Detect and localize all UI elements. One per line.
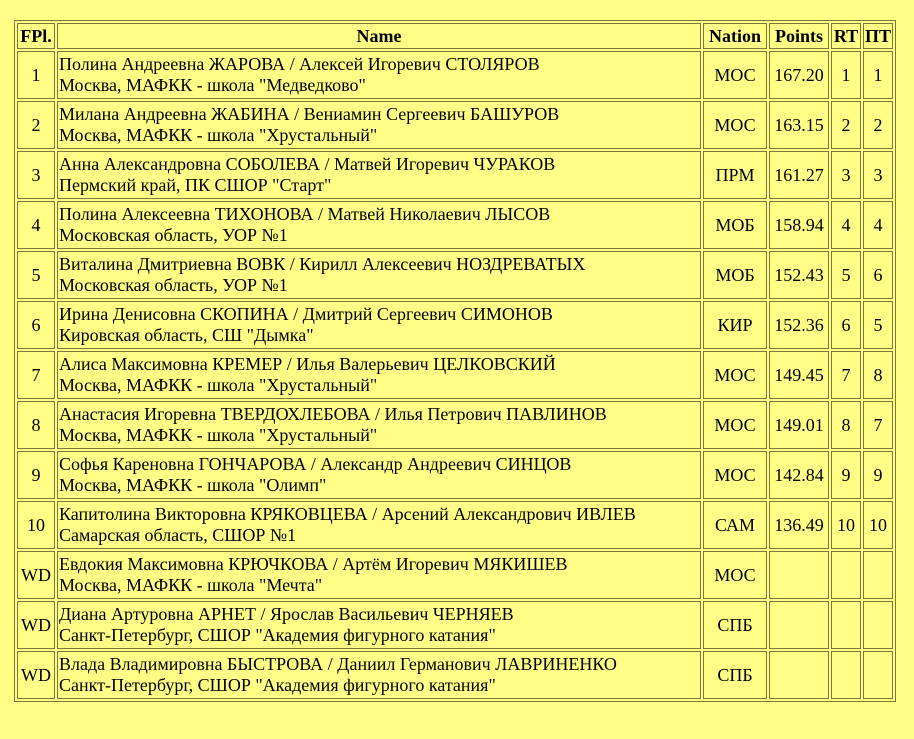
header-name: Name [57,23,701,49]
pt-cell: 4 [863,201,893,249]
pt-cell: 2 [863,101,893,149]
header-points: Points [769,23,829,49]
nation-cell: СПБ [703,601,767,649]
club-name: Москва, МАФКК - школа "Хрустальный" [59,125,378,145]
place-cell: 5 [17,251,55,299]
header-rt: RT [831,23,861,49]
points-cell: 149.45 [769,351,829,399]
pair-names: Евдокия Максимовна КРЮЧКОВА / Артём Игоревич МЯКИШЕВ [59,554,568,574]
table-row [17,101,893,149]
pair-names: Полина Андреевна ЖАРОВА / Алексей Игоревич СТОЛЯРОВ [59,54,540,74]
rt-cell: 8 [831,401,861,449]
club-name: Пермский край, ПК СШОР "Старт" [59,175,332,195]
points-cell: 136.49 [769,501,829,549]
header-nation: Nation [703,23,767,49]
header-pt: ПТ [863,23,893,49]
place-cell: 6 [17,301,55,349]
name-cell [57,101,701,149]
points-cell: 142.84 [769,451,829,499]
rt-cell: 6 [831,301,861,349]
club-name: Москва, МАФКК - школа "Мечта" [59,575,323,595]
pt-cell: 9 [863,451,893,499]
points-cell: 161.27 [769,151,829,199]
place-cell: 8 [17,401,55,449]
pt-cell: 3 [863,151,893,199]
table-row [17,351,893,399]
name-cell [57,251,701,299]
nation-cell: САМ [703,501,767,549]
name-cell [57,451,701,499]
pt-cell: 8 [863,351,893,399]
points-cell: 158.94 [769,201,829,249]
place-cell: 3 [17,151,55,199]
table-row [17,201,893,249]
pair-names: Софья Кареновна ГОНЧАРОВА / Александр Андреевич СИНЦОВ [59,454,572,474]
club-name: Самарская область, СШОР №1 [59,525,297,545]
points-cell: 149.01 [769,401,829,449]
points-cell [769,651,829,699]
name-cell [57,201,701,249]
pair-names: Алиса Максимовна КРЕМЕР / Илья Валерьевич ЦЕЛКОВСКИЙ [59,354,556,374]
club-name: Санкт-Петербург, СШОР "Академия фигурного катания" [59,675,496,695]
nation-cell: МОС [703,51,767,99]
pt-cell: 7 [863,401,893,449]
name-cell [57,401,701,449]
place-cell: 2 [17,101,55,149]
table-row [17,601,893,649]
rt-cell: 4 [831,201,861,249]
table-row [17,301,893,349]
place-cell: 4 [17,201,55,249]
name-cell [57,151,701,199]
club-name: Кировская область, СШ "Дымка" [59,325,314,345]
results-table [14,20,896,702]
table-row [17,651,893,699]
points-cell: 152.43 [769,251,829,299]
nation-cell: МОБ [703,251,767,299]
points-cell: 163.15 [769,101,829,149]
club-name: Московская область, УОР №1 [59,225,288,245]
pair-names: Милана Андреевна ЖАБИНА / Вениамин Сергеевич БАШУРОВ [59,104,560,124]
place-cell: WD [17,651,55,699]
pair-names: Анастасия Игоревна ТВЕРДОХЛЕБОВА / Илья Петрович ПАВЛИНОВ [59,404,607,424]
nation-cell: МОС [703,351,767,399]
pair-names: Полина Алексеевна ТИХОНОВА / Матвей Николаевич ЛЫСОВ [59,204,551,224]
table-row [17,501,893,549]
table-row [17,251,893,299]
pair-names: Диана Артуровна АРНЕТ / Ярослав Васильевич ЧЕРНЯЕВ [59,604,514,624]
place-cell: 9 [17,451,55,499]
pt-cell [863,651,893,699]
rt-cell [831,551,861,599]
nation-cell: МОС [703,401,767,449]
nation-cell: СПБ [703,651,767,699]
results-body [17,51,893,699]
name-cell [57,601,701,649]
rt-cell: 10 [831,501,861,549]
pt-cell [863,601,893,649]
club-name: Москва, МАФКК - школа "Хрустальный" [59,425,378,445]
place-cell: 7 [17,351,55,399]
nation-cell: МОС [703,551,767,599]
rt-cell [831,601,861,649]
pair-names: Анна Александровна СОБОЛЕВА / Матвей Игоревич ЧУРАКОВ [59,154,556,174]
nation-cell: МОС [703,451,767,499]
nation-cell: ПРМ [703,151,767,199]
points-cell: 152.36 [769,301,829,349]
name-cell [57,551,701,599]
pt-cell: 5 [863,301,893,349]
table-row [17,401,893,449]
pair-names: Капитолина Викторовна КРЯКОВЦЕВА / Арсений Александрович ИВЛЕВ [59,504,636,524]
rt-cell [831,651,861,699]
name-cell [57,351,701,399]
rt-cell: 2 [831,101,861,149]
pt-cell: 1 [863,51,893,99]
place-cell: 10 [17,501,55,549]
nation-cell: МОБ [703,201,767,249]
rt-cell: 9 [831,451,861,499]
pt-cell: 10 [863,501,893,549]
header-row [17,23,893,49]
rt-cell: 3 [831,151,861,199]
club-name: Москва, МАФКК - школа "Хрустальный" [59,375,378,395]
name-cell [57,51,701,99]
pt-cell [863,551,893,599]
points-cell [769,551,829,599]
club-name: Москва, МАФКК - школа "Олимп" [59,475,327,495]
pt-cell: 6 [863,251,893,299]
table-row [17,151,893,199]
pair-names: Влада Владимировна БЫСТРОВА / Даниил Германович ЛАВРИНЕНКО [59,654,617,674]
header-fpl: FPl. [17,23,55,49]
table-row [17,51,893,99]
name-cell [57,501,701,549]
rt-cell: 7 [831,351,861,399]
pair-names: Ирина Денисовна СКОПИНА / Дмитрий Сергеевич СИМОНОВ [59,304,553,324]
rt-cell: 5 [831,251,861,299]
table-row [17,551,893,599]
pair-names: Виталина Дмитриевна ВОВК / Кирилл Алексеевич НОЗДРЕВАТЫХ [59,254,586,274]
club-name: Москва, МАФКК - школа "Медведково" [59,75,366,95]
nation-cell: МОС [703,101,767,149]
nation-cell: КИР [703,301,767,349]
place-cell: WD [17,551,55,599]
name-cell [57,651,701,699]
name-cell [57,301,701,349]
place-cell: WD [17,601,55,649]
club-name: Московская область, УОР №1 [59,275,288,295]
rt-cell: 1 [831,51,861,99]
table-row [17,451,893,499]
points-cell: 167.20 [769,51,829,99]
place-cell: 1 [17,51,55,99]
points-cell [769,601,829,649]
club-name: Санкт-Петербург, СШОР "Академия фигурного катания" [59,625,496,645]
